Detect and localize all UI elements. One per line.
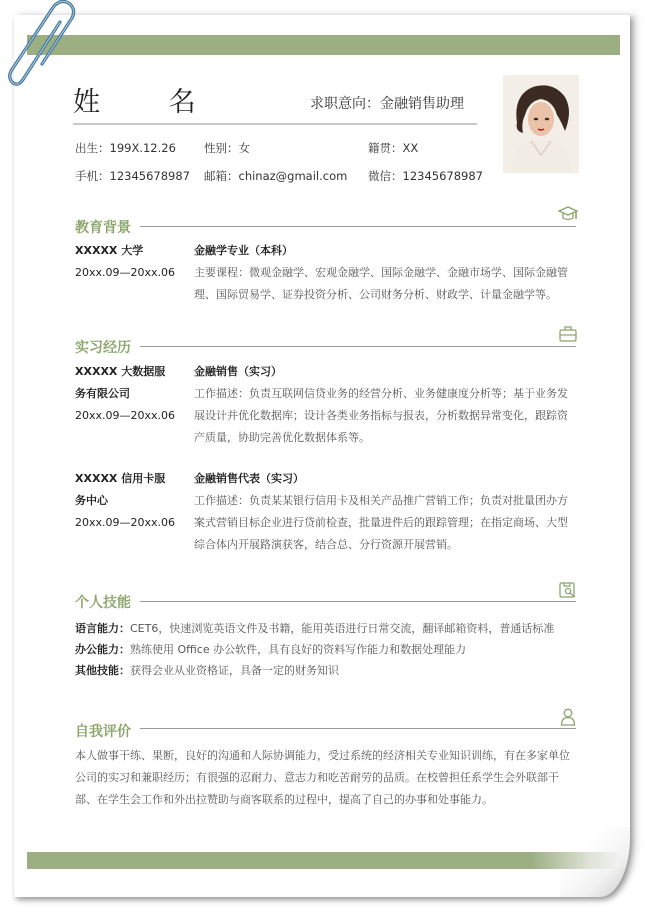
internship-2-desc: 工作描述：负责某某银行信用卡及相关产品推广营销工作；负责对批量团办方案式营销目标企业进行贷前检查，批量进件后的跟踪管理；在指定商场、大型综合体内开展路演获客，结合总、分行资源开展营销。 — [194, 494, 568, 551]
education-school: XXXXX 大学 — [75, 244, 144, 257]
skill-text: 获得会业从业资格证，具备一定的财务知识 — [130, 664, 339, 677]
section-divider-self-eval — [140, 728, 576, 729]
certificate-icon — [558, 580, 578, 600]
section-title-education: 教育背景 — [75, 220, 131, 236]
skill-label: 其他技能： — [75, 664, 130, 677]
info-birth: 出生：199X.12.26 — [75, 141, 176, 155]
internship-2-date: 20xx.09—20xx.06 — [75, 516, 176, 529]
skill-label: 办公能力： — [75, 643, 130, 656]
internship-1-desc: 工作描述：负责互联网信贷业务的经营分析、业务健康度分析等；基于业务发展设计并优化数据库；设计各类业务指标与报表，分析数据异常变化，跟踪资产质量，协助完善优化数据体系等。 — [194, 387, 568, 444]
info-gender: 性别：女 — [204, 141, 250, 155]
section-divider-internship — [140, 346, 576, 347]
internship-2-right — [194, 468, 574, 556]
education-courses: 主要课程：微观金融学、宏观金融学、国际金融学、金融市场学、国际金融管理、国际贸易学、证券投资分析、公司财务分析、财政学、计量金融学等。 — [194, 266, 568, 301]
header-divider — [73, 123, 477, 125]
paperclip-icon — [2, 0, 82, 90]
skill-text: CET6，快速浏览英语文件及书籍，能用英语进行日常交流，翻译邮箱资料，普通话标准 — [130, 622, 555, 635]
top-accent-band — [27, 35, 620, 55]
skill-item — [75, 660, 575, 681]
person-icon — [558, 707, 578, 727]
skill-label: 语言能力： — [75, 622, 130, 635]
profile-photo — [503, 75, 579, 173]
skills-list — [75, 618, 575, 681]
internship-1-date: 20xx.09—20xx.06 — [75, 409, 176, 422]
education-date: 20xx.09—20xx.06 — [75, 266, 176, 279]
section-title-self-eval: 自我评价 — [75, 724, 131, 740]
info-email: 邮箱：chinaz@gmail.com — [204, 169, 348, 183]
internship-2-role: 金融销售代表（实习） — [194, 472, 304, 485]
skill-item — [75, 639, 575, 660]
graduation-cap-icon — [558, 204, 578, 224]
internship-1-role: 金融销售（实习） — [194, 365, 282, 378]
section-divider-skills — [140, 601, 576, 602]
bottom-accent-band — [27, 852, 620, 869]
internship-2-company-line2: 务中心 — [75, 494, 108, 507]
self-eval-text: 本人做事干练、果断，良好的沟通和人际协调能力，受过系统的经济相关专业知识训练，有在多家单位公司的实习和兼职经历；有很强的忍耐力、意志力和吃苦耐劳的品质。在校曾担任系学生会外联部干部、在学生会工作和外出拉赞助与商客联系的过程中，提高了自己的办事和处事能力。 — [75, 749, 570, 806]
internship-1-left — [75, 361, 175, 427]
section-title-skills: 个人技能 — [75, 595, 131, 611]
info-phone: 手机：12345678987 — [75, 169, 190, 183]
education-left — [75, 240, 175, 284]
internship-1-company-line1: XXXXX 大数据服 — [75, 365, 166, 378]
internship-2-left — [75, 468, 175, 534]
internship-2-company-line1: XXXXX 信用卡服 — [75, 472, 166, 485]
candidate-name: 姓 名 — [73, 87, 226, 118]
info-wechat: 微信：12345678987 — [368, 169, 483, 183]
skill-text: 熟练使用 Office 办公软件，具有良好的资料写作能力和数据处理能力 — [130, 643, 467, 656]
education-right — [194, 240, 574, 306]
skill-item — [75, 618, 575, 639]
section-title-internship: 实习经历 — [75, 340, 131, 356]
internship-1-right — [194, 361, 574, 449]
job-intent: 求职意向：金融销售助理 — [310, 96, 464, 112]
section-divider-education — [140, 226, 576, 227]
briefcase-icon — [558, 324, 578, 344]
info-hometown: 籍贯：XX — [368, 141, 419, 155]
education-major: 金融学专业（本科） — [194, 244, 293, 257]
internship-1-company-line2: 务有限公司 — [75, 387, 130, 400]
